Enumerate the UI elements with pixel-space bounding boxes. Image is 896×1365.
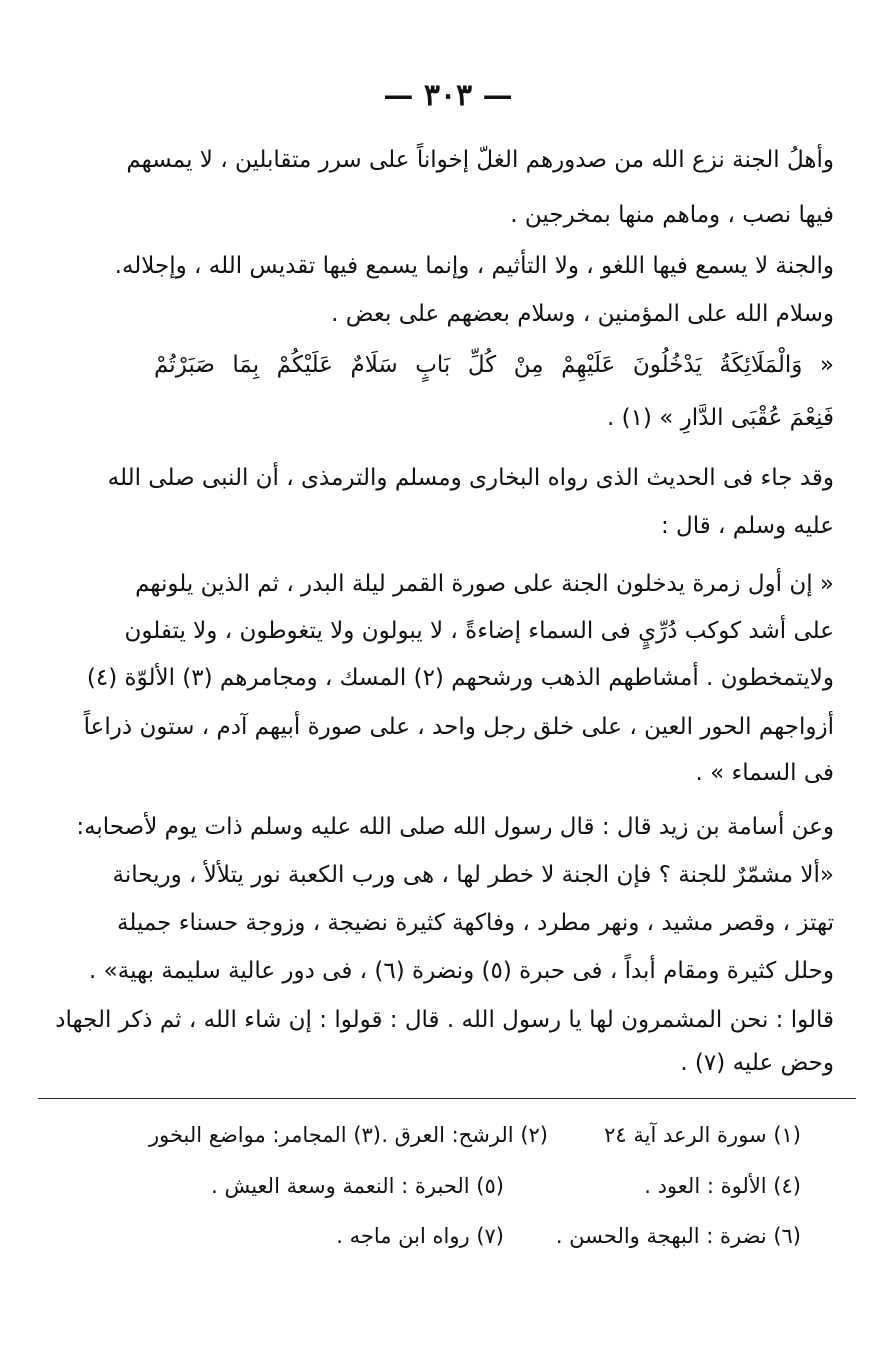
hadith-line: أزواجهم الحور العين ، على خلق رجل واحد ، على صورة أبيهم آدم ، ستون ذراعاً bbox=[83, 714, 834, 740]
page-number: — ٣٠٣ — bbox=[383, 78, 513, 113]
footnote-7: (٧) رواه ابن ماجه . bbox=[336, 1224, 504, 1248]
body-line: وحض عليه (٧) . bbox=[680, 1050, 834, 1076]
body-line: وأهلُ الجنة نزع الله من صدورهم الغلّ إخواناً على سرر متقابلين ، لا يمسهم bbox=[126, 147, 834, 173]
hadith-line: على أشد كوكب دُرِّيٍ فى السماء إضاءةً ، لا يبولون ولا يتغوطون ، ولا يتفلون bbox=[124, 618, 834, 644]
verse-line: فَنِعْمَ عُقْبَى الدَّارِ » (١) . bbox=[606, 405, 834, 431]
body-line: وسلام الله على المؤمنين ، وسلام بعضهم على بعض . bbox=[331, 301, 834, 327]
footnote-separator bbox=[38, 1098, 856, 1099]
body-line: عليه وسلم ، قال : bbox=[660, 513, 834, 539]
body-line: والجنة لا يسمع فيها اللغو ، ولا التأثيم ، وإنما يسمع فيها تقديس الله ، وإجلاله. bbox=[114, 253, 834, 279]
footnote-2: (٢) الرشح: العرق . bbox=[381, 1123, 548, 1147]
body-line: وقد جاء فى الحديث الذى رواه البخارى ومسلم والترمذى ، أن النبى صلى الله bbox=[107, 465, 834, 491]
hadith-line: «ألا مشمّرٌ للجنة ؟ فإن الجنة لا خطر لها ، هى ورب الكعبة نور يتلألأ ، وريحانة bbox=[112, 862, 834, 888]
body-line: قالوا : نحن المشمرون لها يا رسول الله . قال : قولوا : إن شاء الله ، ثم ذكر الجهاد bbox=[55, 1007, 834, 1033]
footnote-4: (٤) الألوة : العود . bbox=[644, 1174, 801, 1198]
footnote-6: (٦) نضرة : البهجة والحسن . bbox=[555, 1224, 801, 1248]
footnote-1: (١) سورة الرعد آية ٢٤ bbox=[604, 1123, 801, 1147]
hadith-line: تهتز ، وقصر مشيد ، ونهر مطرد ، وفاكهة كثيرة نضيجة ، وزوجة حسناء جميلة bbox=[117, 910, 834, 936]
body-line: فيها نصب ، وماهم منها بمخرجين . bbox=[510, 202, 834, 228]
hadith-line: فى السماء » . bbox=[695, 760, 834, 786]
body-line: وعن أسامة بن زيد قال : قال رسول الله صلى الله عليه وسلم ذات يوم لأصحابه: bbox=[76, 814, 834, 840]
verse-line: « وَالْمَلَائِكَةُ يَدْخُلُونَ عَلَيْهِمْ مِنْ كُلِّ بَابٍ سَلَامٌ عَلَيْكُمْ بِمَا صَبَرْتُمْ bbox=[154, 352, 834, 378]
hadith-line: ولايتمخطون . أمشاطهم الذهب ورشحهم (٢) المسك ، ومجامرهم (٣) الألوّة (٤) bbox=[86, 665, 834, 691]
footnote-3: (٣) المجامر: مواضع البخور bbox=[149, 1123, 381, 1147]
footnote-5: (٥) الحبرة : النعمة وسعة العيش . bbox=[211, 1174, 504, 1198]
hadith-line: وحلل كثيرة ومقام أبداً ، فى حبرة (٥) ونضرة (٦) ، فى دور عالية سليمة بهية» . bbox=[89, 958, 834, 984]
hadith-line: « إن أول زمرة يدخلون الجنة على صورة القمر ليلة البدر ، ثم الذين يلونهم bbox=[135, 571, 834, 597]
